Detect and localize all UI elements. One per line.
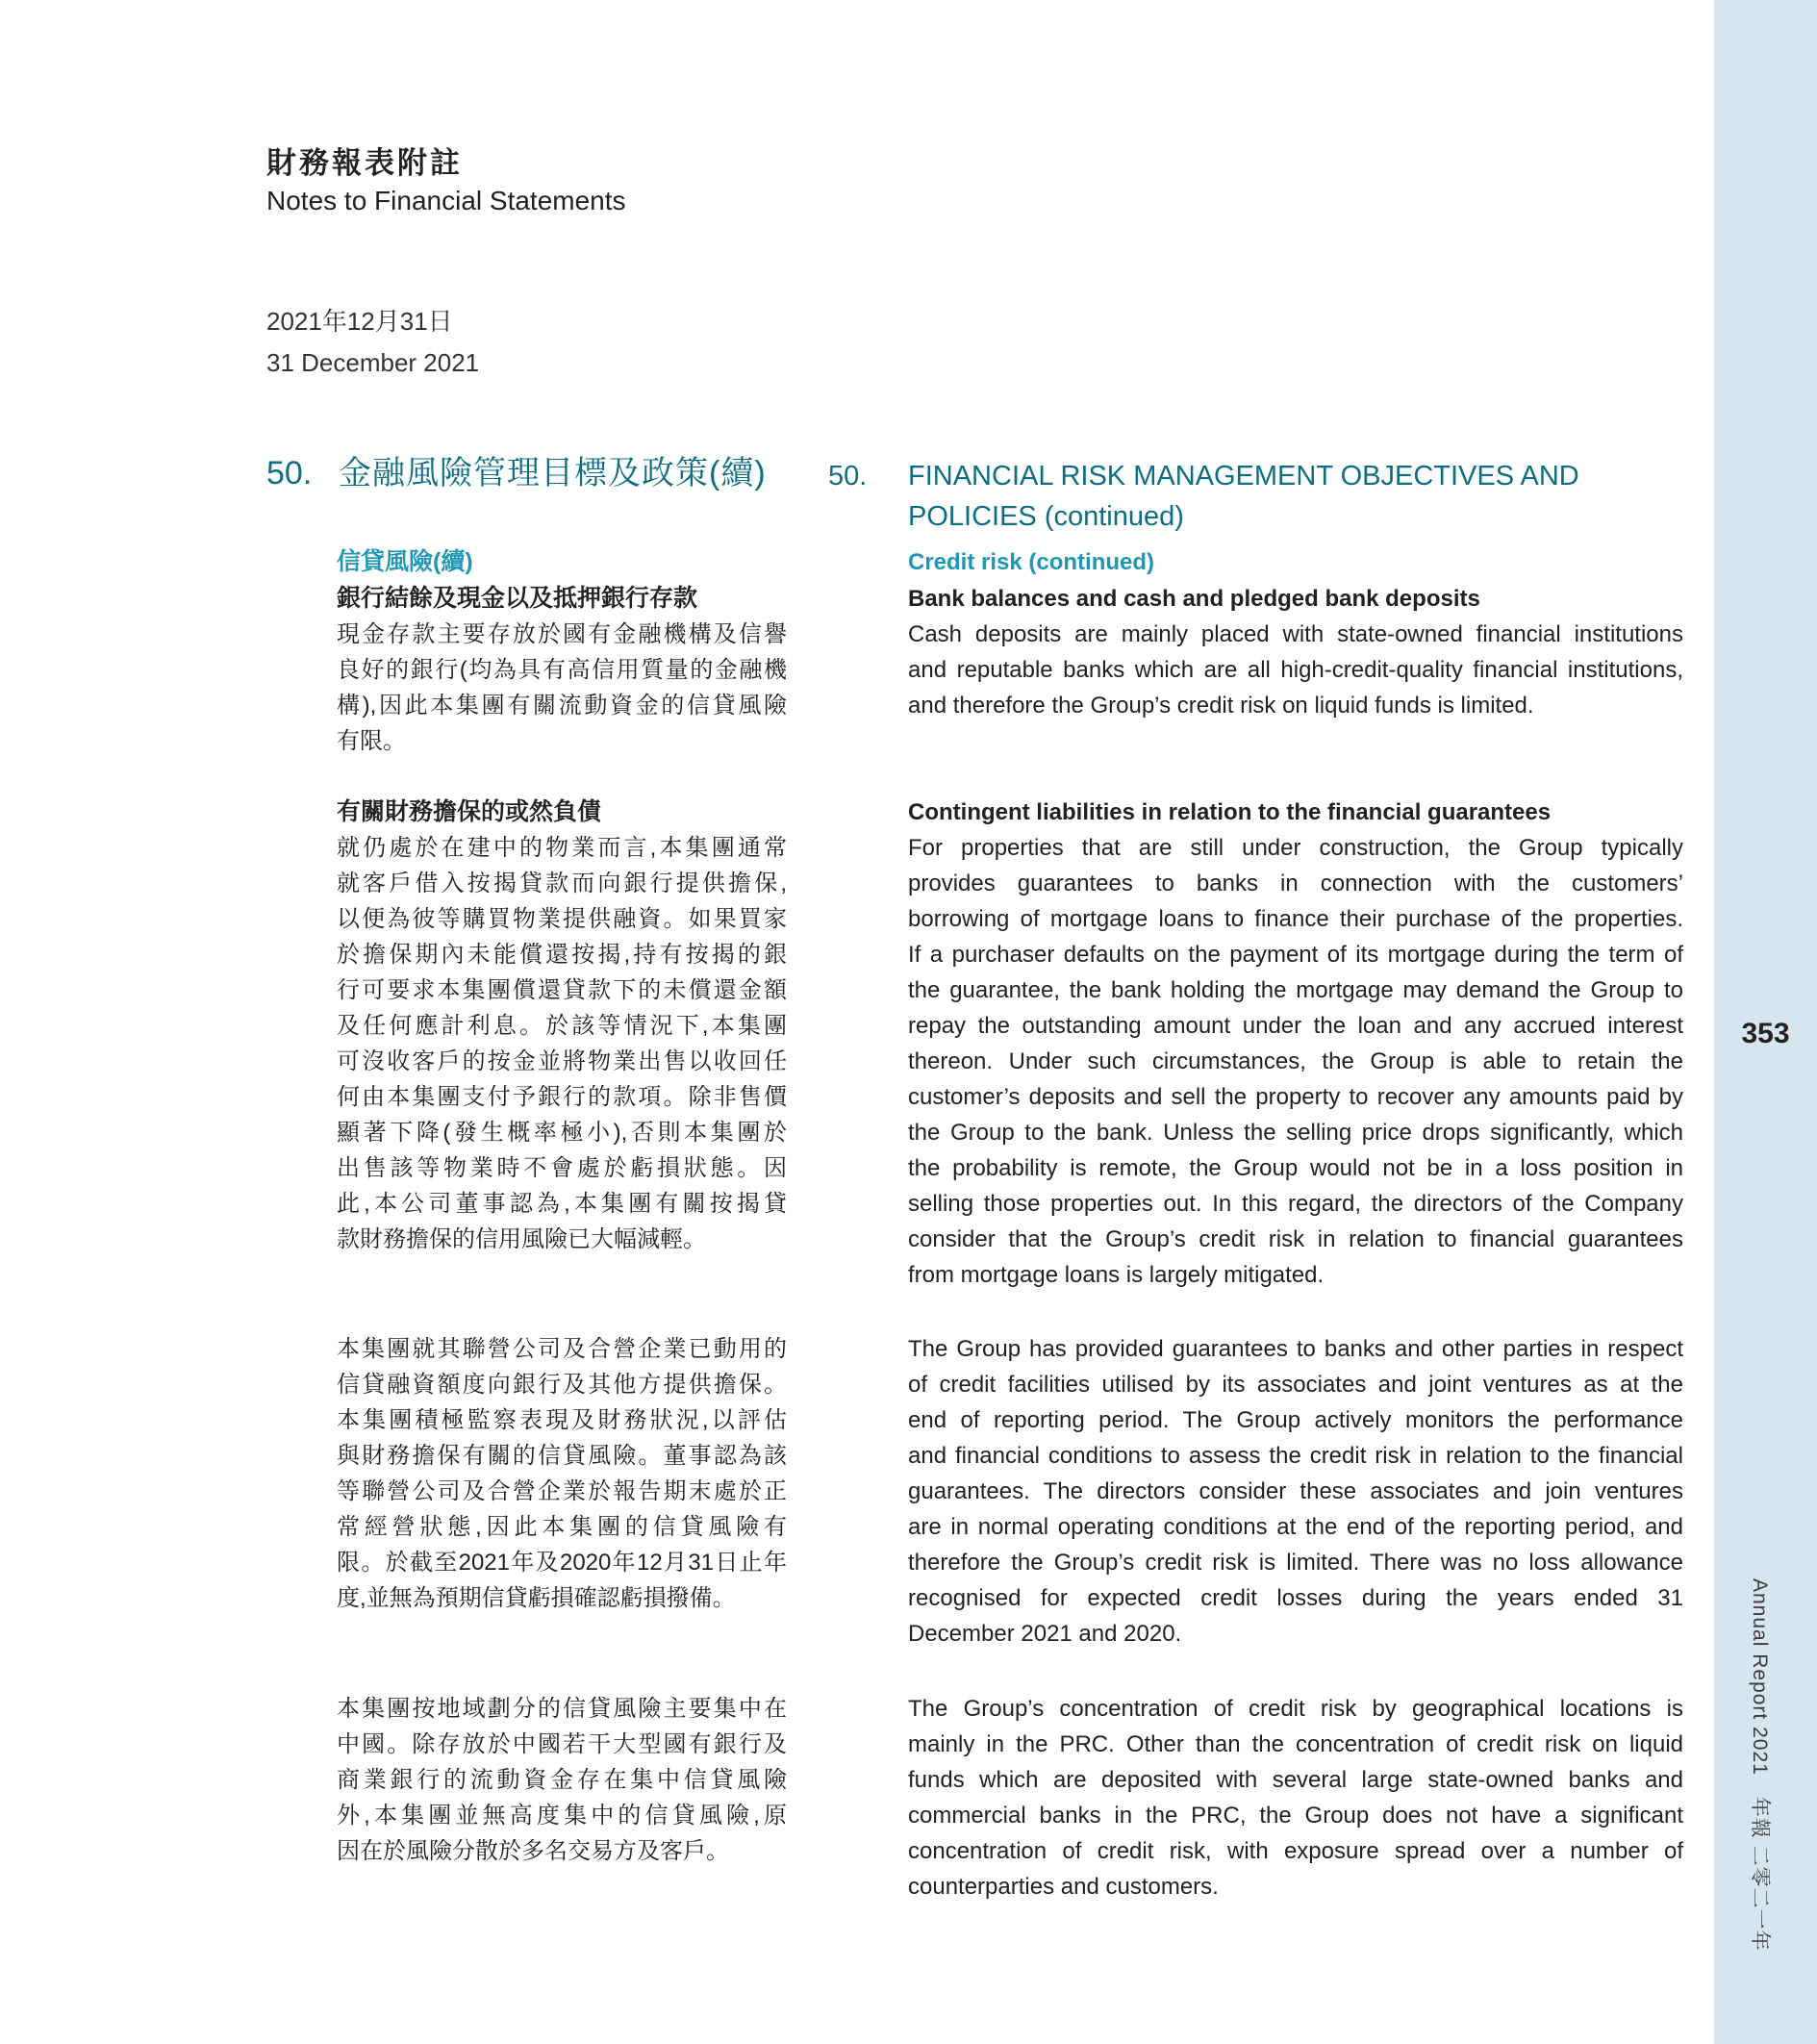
subheading-credit-risk-en: Credit risk (continued) — [908, 549, 1155, 575]
paragraph-guarantees-en: The Group has provided guarantees to banks and other parties in respect of credit facilities utilised by its associates and joint ventures as at the end of reporting period. The Group actively monitors the performance and financial conditions to assess the credit risk in relation to the financial guarantees. The directors consider these associates and join ventures are in normal operating conditions at the end of the reporting period, and therefore the Group’s credit risk is limited. There was no loss allowance recognised for expected credit losses during the years ended 31 December 2021 and 2020. — [908, 1336, 1683, 1647]
subheading-contingent-en: Contingent liabilities in relation to the financial guarantees — [908, 799, 1552, 825]
page-number: 353 — [1741, 1018, 1790, 1049]
paragraph-guarantees-zh: 本集團就其聯營公司及合營企業已動用的 信貸融資額度向銀行及其他方提供擔保。 本集團積極監察表現及財務狀況,以評估 與財務擔保有關的信貸風險。董事認為該 等聯營公司及合營企業於報告期末處於正 常經營狀態,因此本集團的信貸風險有 限。於截至2021年及2020年12月31日止年 度,並無為預期信貸虧損確認虧損撥備。 — [337, 1336, 787, 1611]
paragraph-contingent-en: For properties that are still under construction, the Group typically provides guarantees to banks in connection with the customers’ borrowing of mortgage loans to finance their purchase of the properties. If a purchaser defaults on the payment of its mortgage during the term of the guarantee, the bank holding the mortgage may demand the Group to repay the outstanding amount under the loan and any accrued interest thereon. Under such circumstances, the Group is able to retain the customer’s deposits and sell the property to recover any amounts paid by the Group to the bank. Unless the selling price drops significantly, which the probability is remote, the Group would not be in a loss position in selling those properties out. In this regard, the directors of the Company consider that the Group’s credit risk in relation to financial guarantees from mortgage loans is largely mitigated. — [908, 835, 1683, 1288]
report-date-zh: 2021年12月31日 — [266, 307, 453, 336]
paragraph-contingent-zh: 就仍處於在建中的物業而言,本集團通常 就客戶借入按揭貸款而向銀行提供擔保, 以便為彼等購買物業提供融資。如果買家 於擔保期內未能償還按揭,持有按揭的銀 行可要求本集團償還貸款下的未償還金額 及任何應計利息。於該等情況下,本集團 可沒收客戶的按金並將物業出售以收回任 何由本集團支付予銀行的款項。除非售價 顯著下降(發生概率極小),否則本集團於 出售該等物業時不會處於虧損狀態。因 此,本公司董事認為,本集團有關按揭貸 款財務擔保的信用風險已大幅減輕。 — [337, 835, 787, 1252]
subheading-bank-balances-en: Bank balances and cash and pledged bank deposits — [908, 586, 1480, 612]
report-date-en: 31 December 2021 — [266, 348, 480, 377]
page-title-zh: 財務報表附註 — [266, 146, 463, 180]
paragraph-bank-balances-zh: 現金存款主要存放於國有金融機構及信譽 良好的銀行(均為具有高信用質量的金融機 構),因此本集團有關流動資金的信貸風險 有限。 — [337, 621, 787, 754]
annual-report-vertical-label: Annual Report 2021 年報 二零二一年 — [1749, 1578, 1771, 1952]
subheading-credit-risk-zh: 信貸風險(續) — [337, 548, 473, 575]
page-title-en: Notes to Financial Statements — [266, 186, 626, 215]
section-heading-zh: 金融風險管理目標及政策(續) — [339, 455, 767, 492]
paragraph-bank-balances-en: Cash deposits are mainly placed with state-owned financial institutions and reputable banks which are all high-credit-quality financial institutions, and therefore the Group’s credit risk on liquid funds is limited. — [908, 621, 1683, 719]
paragraph-concentration-en: The Group’s concentration of credit risk by geographical locations is mainly in the PRC. Other than the concentration of credit risk on liquid funds which are deposited with several large state-owned banks and commercial banks in the PRC, the Group does not have a significant concentration of credit risk, with exposure spread over a number of counterparties and customers. — [908, 1696, 1683, 1900]
section-number-right: 50. — [828, 461, 868, 492]
subheading-contingent-zh: 有關財務擔保的或然負債 — [337, 798, 602, 825]
section-heading-en: FINANCIAL RISK MANAGEMENT OBJECTIVES AND POLICIES (continued) — [908, 461, 1579, 532]
section-number-left: 50. — [266, 455, 313, 492]
subheading-bank-balances-zh: 銀行結餘及現金以及抵押銀行存款 — [337, 585, 698, 612]
paragraph-concentration-zh: 本集團按地域劃分的信貸風險主要集中在 中國。除存放於中國若干大型國有銀行及 商業銀行的流動資金存在集中信貸風險 外,本集團並無高度集中的信貸風險,原 因在於風險分散於多名交易方及客戶。 — [337, 1696, 787, 1864]
